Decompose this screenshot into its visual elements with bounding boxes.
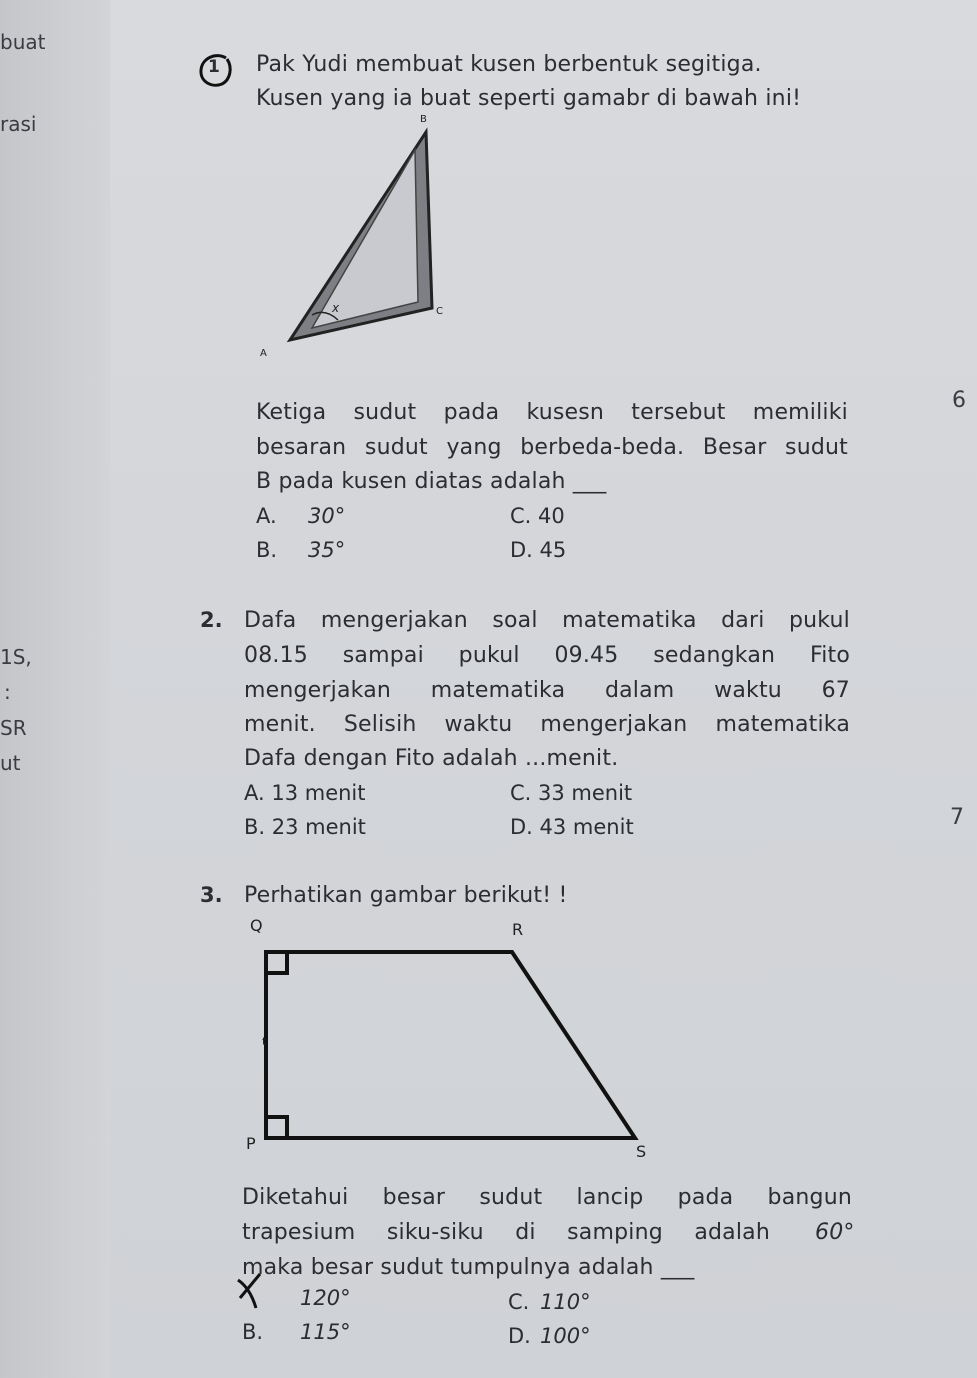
page-edge-shadow xyxy=(0,0,110,1378)
margin-number: 6 xyxy=(952,388,966,413)
angle-mark: x xyxy=(332,301,340,315)
side-label-t: t xyxy=(262,1035,267,1048)
cross-mark xyxy=(230,1268,274,1316)
question-text: 08.15 sampai pukul 09.45 sedangkan Fito xyxy=(244,643,850,668)
question-number: 1 xyxy=(208,57,220,77)
vertex-label-c: C xyxy=(436,306,443,317)
question-text: Diketahui besar sudut lancip pada bangun xyxy=(242,1185,852,1210)
option-d: D. 43 menit xyxy=(510,815,634,839)
question-text: Perhatikan gambar berikut! ! xyxy=(244,883,568,908)
option-c: C. 40 xyxy=(510,504,565,528)
vertex-label-a: A xyxy=(260,348,267,359)
question-value: 60° xyxy=(815,1220,855,1245)
option-a: A. 13 menit xyxy=(244,781,366,805)
option-c: C. 33 menit xyxy=(510,781,633,805)
option-d: D. 45 xyxy=(510,538,567,562)
question-text: B pada kusen diatas adalah ___ xyxy=(256,469,607,494)
question-text: Dafa dengan Fito adalah ...menit. xyxy=(244,746,619,771)
vertex-label-p: P xyxy=(246,1134,256,1153)
margin-number: 7 xyxy=(950,805,964,830)
margin-fragment: 1S, xyxy=(0,645,32,669)
option-d-label: D. xyxy=(508,1324,531,1348)
option-c-value: 110° xyxy=(540,1290,591,1314)
question-text: trapesium siku-siku di samping adalah xyxy=(242,1220,770,1245)
question-text: mengerjakan matematika dalam waktu 67 xyxy=(244,678,850,703)
option-a-label: A. xyxy=(256,504,277,528)
question-text: besaran sudut yang berbeda-beda. Besar sudut xyxy=(256,435,848,460)
margin-fragment: rasi xyxy=(0,112,37,136)
vertex-label-s: S xyxy=(636,1142,647,1161)
triangle-figure xyxy=(250,110,450,360)
margin-fragment: ut xyxy=(0,751,21,775)
vertex-label-b: B xyxy=(420,114,427,125)
option-a-value: 120° xyxy=(300,1286,351,1310)
question-text: Dafa mengerjakan soal matematika dari pukul xyxy=(244,608,850,633)
question-text: Pak Yudi membuat kusen berbentuk segitiga. xyxy=(256,52,762,77)
question-text: maka besar sudut tumpulnya adalah ___ xyxy=(242,1255,695,1280)
vertex-label-q: Q xyxy=(250,916,263,935)
question-text: Kusen yang ia buat seperti gamabr di bawah ini! xyxy=(256,86,802,111)
margin-fragment: : xyxy=(4,680,11,704)
option-a-value: 30° xyxy=(308,504,346,528)
option-b-value: 115° xyxy=(300,1320,351,1344)
trapezoid-figure xyxy=(240,905,670,1165)
margin-fragment: buat xyxy=(0,30,46,54)
margin-fragment: SR xyxy=(0,716,27,740)
option-b-value: 35° xyxy=(308,538,346,562)
vertex-label-r: R xyxy=(512,920,524,939)
option-b: B. 23 menit xyxy=(244,815,366,839)
option-d-value: 100° xyxy=(540,1324,591,1348)
question-text: Ketiga sudut pada kusesn tersebut memiliki xyxy=(256,400,848,425)
option-c-label: C. xyxy=(508,1290,530,1314)
question-number: 2. xyxy=(200,608,223,632)
option-b-label: B. xyxy=(242,1320,264,1344)
option-b-label: B. xyxy=(256,538,278,562)
question-number: 3. xyxy=(200,883,223,907)
question-text: menit. Selisih waktu mengerjakan matematika xyxy=(244,712,850,737)
